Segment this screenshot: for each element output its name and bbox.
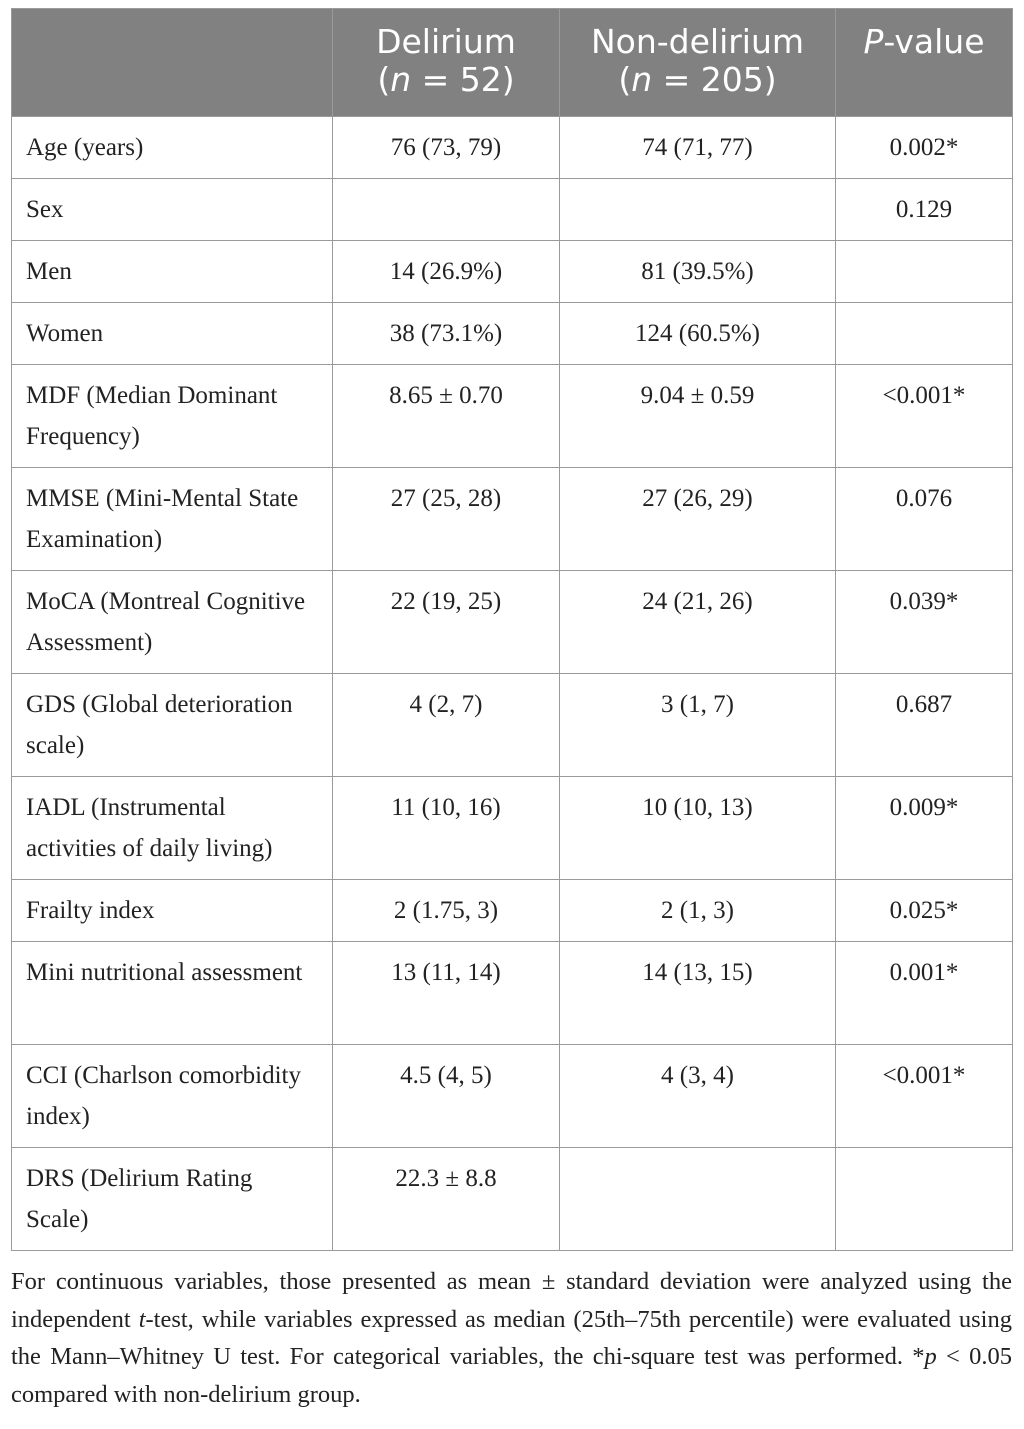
table-row-women — [12, 303, 1013, 365]
row-label: Mini nutritional assessment — [12, 942, 333, 1045]
delirium-value — [333, 179, 560, 241]
p-value: 0.002* — [836, 117, 1013, 179]
row-label: MDF (Median Dominant Frequency) — [12, 365, 333, 468]
table-container — [11, 8, 1012, 1413]
table-row-frailty — [12, 880, 1013, 942]
footnote-part2: -test, while variables expressed as median (25th–75th percentile) were evaluated using the Mann–Whitney U test. For categorical variables, the chi-square test was performed. * — [11, 1305, 1012, 1370]
footnote-part3: < 0.05 compared with non-delirium group. — [11, 1343, 1012, 1408]
p-value: <0.001* — [836, 365, 1013, 468]
row-label: Sex — [12, 179, 333, 241]
delirium-value: 13 (11, 14) — [333, 942, 560, 1045]
header-delirium-n-label: n — [390, 60, 412, 99]
non-delirium-value: 4 (3, 4) — [560, 1045, 836, 1148]
footnote-t: t — [138, 1305, 146, 1333]
header-non-delirium-name: Non-delirium — [590, 22, 805, 61]
non-delirium-value: 3 (1, 7) — [560, 674, 836, 777]
non-delirium-value: 10 (10, 13) — [560, 777, 836, 880]
p-value — [836, 241, 1013, 303]
p-value — [836, 303, 1013, 365]
table-row-iadl — [12, 777, 1013, 880]
table-row-sex — [12, 179, 1013, 241]
header-non-delirium-n-label: n — [631, 60, 653, 99]
non-delirium-value: 2 (1, 3) — [560, 880, 836, 942]
delirium-value: 76 (73, 79) — [333, 117, 560, 179]
delirium-value: 27 (25, 28) — [333, 468, 560, 571]
table-row-mmse — [12, 468, 1013, 571]
p-value: 0.076 — [836, 468, 1013, 571]
table-row-moca — [12, 571, 1013, 674]
table-row-gds — [12, 674, 1013, 777]
header-non-delirium: Non-delirium (n = 205) — [560, 9, 836, 117]
table-row-cci — [12, 1045, 1013, 1148]
row-label: Frailty index — [12, 880, 333, 942]
delirium-value: 14 (26.9%) — [333, 241, 560, 303]
non-delirium-value: 27 (26, 29) — [560, 468, 836, 571]
table-row-men — [12, 241, 1013, 303]
delirium-value: 4.5 (4, 5) — [333, 1045, 560, 1148]
header-delirium-n-value: = 52) — [411, 60, 515, 99]
delirium-value: 2 (1.75, 3) — [333, 880, 560, 942]
p-value: 0.129 — [836, 179, 1013, 241]
table-row-mna — [12, 942, 1013, 1045]
header-pvalue-p: P — [863, 22, 884, 61]
header-non-delirium-n-value: = 205) — [652, 60, 777, 99]
non-delirium-value: 124 (60.5%) — [560, 303, 836, 365]
header-delirium-name: Delirium — [376, 22, 516, 61]
row-label: MoCA (Montreal Cognitive Assessment) — [12, 571, 333, 674]
p-value: <0.001* — [836, 1045, 1013, 1148]
header-delirium: Delirium (n = 52) — [333, 9, 560, 117]
non-delirium-value: 9.04 ± 0.59 — [560, 365, 836, 468]
p-value — [836, 1148, 1013, 1251]
table-header-row — [12, 9, 1013, 117]
p-value: 0.025* — [836, 880, 1013, 942]
row-label: Age (years) — [12, 117, 333, 179]
table-row-drs — [12, 1148, 1013, 1251]
header-pvalue-rest: -value — [883, 22, 985, 61]
row-label: GDS (Global deterioration scale) — [12, 674, 333, 777]
row-label: Women — [12, 303, 333, 365]
delirium-value: 11 (10, 16) — [333, 777, 560, 880]
p-value: 0.001* — [836, 942, 1013, 1045]
header-variable — [12, 9, 333, 117]
p-value: 0.009* — [836, 777, 1013, 880]
non-delirium-value: 81 (39.5%) — [560, 241, 836, 303]
row-label: CCI (Charlson comorbidity index) — [12, 1045, 333, 1148]
row-label: MMSE (Mini-Mental State Examination) — [12, 468, 333, 571]
non-delirium-value: 74 (71, 77) — [560, 117, 836, 179]
non-delirium-value — [560, 1148, 836, 1251]
characteristics-table — [11, 8, 1013, 1251]
non-delirium-value: 14 (13, 15) — [560, 942, 836, 1045]
p-value: 0.687 — [836, 674, 1013, 777]
delirium-value: 22.3 ± 8.8 — [333, 1148, 560, 1251]
footnote-p: p — [924, 1343, 937, 1370]
delirium-value: 22 (19, 25) — [333, 571, 560, 674]
delirium-value: 4 (2, 7) — [333, 674, 560, 777]
row-label: Men — [12, 241, 333, 303]
header-pvalue — [836, 9, 1013, 117]
delirium-value: 38 (73.1%) — [333, 303, 560, 365]
p-value: 0.039* — [836, 571, 1013, 674]
non-delirium-value — [560, 179, 836, 241]
non-delirium-value: 24 (21, 26) — [560, 571, 836, 674]
table-row-age — [12, 117, 1013, 179]
table-row-mdf — [12, 365, 1013, 468]
footnote-part1: For continuous variables, those presented as mean ± standard deviation were analyzed using the independent — [11, 1268, 1012, 1333]
delirium-value: 8.65 ± 0.70 — [333, 365, 560, 468]
table-footnote — [11, 1263, 1012, 1413]
row-label: IADL (Instrumental activities of daily living) — [12, 777, 333, 880]
row-label: DRS (Delirium Rating Scale) — [12, 1148, 333, 1251]
